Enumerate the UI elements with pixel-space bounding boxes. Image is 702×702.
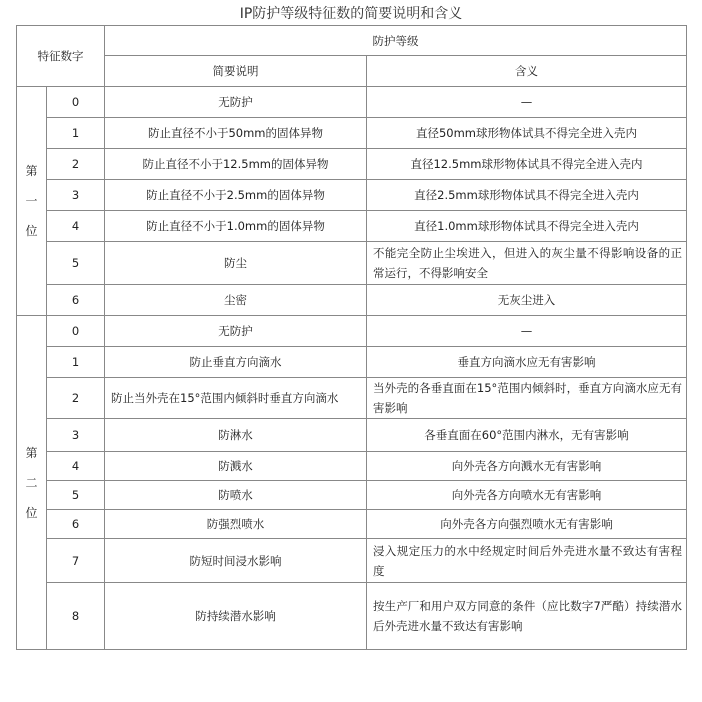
table-row [17, 316, 687, 347]
group-label-char: 第 [25, 164, 38, 178]
desc-cell: 防止直径不小于1.0mm的固体异物 [105, 211, 367, 242]
desc-cell: 防止直径不小于12.5mm的固体异物 [105, 149, 367, 180]
table-row [17, 149, 687, 180]
desc-cell: 尘密 [105, 285, 367, 316]
group-label-char: 位 [25, 505, 38, 520]
digit-cell: 4 [47, 211, 105, 242]
table-row [17, 378, 687, 419]
digit-cell: 3 [47, 419, 105, 452]
digit-cell: 1 [47, 347, 105, 378]
table-row [17, 583, 687, 650]
meaning-cell: 向外壳各方向强烈喷水无有害影响 [367, 510, 687, 539]
table-row [17, 87, 687, 118]
table-row [17, 539, 687, 583]
table-row [17, 118, 687, 149]
table-row [17, 347, 687, 378]
meaning-cell: 浸入规定压力的水中经规定时间后外壳进水量不致达有害程度 [367, 539, 687, 583]
table-row [17, 481, 687, 510]
desc-cell: 防淋水 [105, 419, 367, 452]
table-row [17, 510, 687, 539]
digit-cell: 0 [47, 316, 105, 347]
digit-cell: 2 [47, 149, 105, 180]
desc-cell: 防止直径不小于50mm的固体异物 [105, 118, 367, 149]
meaning-cell: 垂直方向滴水应无有害影响 [367, 347, 687, 378]
desc-cell: 防喷水 [105, 481, 367, 510]
desc-cell: 防强烈喷水 [105, 510, 367, 539]
meaning-cell: 各垂直面在60°范围内淋水，无有害影响 [367, 419, 687, 452]
table-row [17, 180, 687, 211]
group-label-char: 第 [25, 445, 38, 460]
digit-cell: 4 [47, 452, 105, 481]
group-label-char: 二 [25, 475, 38, 490]
table-row [17, 419, 687, 452]
meaning-cell: 直径1.0mm球形物体试具不得完全进入壳内 [367, 211, 687, 242]
digit-cell: 6 [47, 285, 105, 316]
meaning-cell: 不能完全防止尘埃进入，但进入的灰尘量不得影响设备的正常运行，不得影响安全 [367, 242, 687, 285]
header-meaning: 含义 [367, 56, 687, 87]
meaning-cell: 当外壳的各垂直面在15°范围内倾斜时，垂直方向滴水应无有害影响 [367, 378, 687, 419]
table-row [17, 285, 687, 316]
meaning-cell: 直径12.5mm球形物体试具不得完全进入壳内 [367, 149, 687, 180]
desc-cell: 防止当外壳在15°范围内倾斜时垂直方向滴水 [105, 378, 367, 419]
desc-cell: 防止垂直方向滴水 [105, 347, 367, 378]
table-row [17, 242, 687, 285]
desc-cell: 无防护 [105, 316, 367, 347]
meaning-cell: — [367, 316, 687, 347]
meaning-cell: 无灰尘进入 [367, 285, 687, 316]
digit-cell: 5 [47, 481, 105, 510]
meaning-cell: — [367, 87, 687, 118]
digit-cell: 7 [47, 539, 105, 583]
group-label-char: 位 [25, 224, 38, 238]
meaning-cell: 向外壳各方向溅水无有害影响 [367, 452, 687, 481]
digit-cell: 2 [47, 378, 105, 419]
desc-cell: 防持续潜水影响 [105, 583, 367, 650]
group-label [17, 316, 47, 650]
header-level: 防护等级 [105, 26, 687, 56]
desc-cell: 防尘 [105, 242, 367, 285]
header-digit: 特征数字 [17, 26, 105, 87]
group-label-char: 一 [25, 194, 38, 208]
desc-cell: 防短时间浸水影响 [105, 539, 367, 583]
ip-rating-table [16, 25, 687, 650]
digit-cell: 0 [47, 87, 105, 118]
table-row [17, 452, 687, 481]
table-row [17, 211, 687, 242]
header-desc: 简要说明 [105, 56, 367, 87]
meaning-cell: 直径2.5mm球形物体试具不得完全进入壳内 [367, 180, 687, 211]
table-title: IP防护等级特征数的简要说明和含义 [239, 6, 463, 22]
meaning-cell: 向外壳各方向喷水无有害影响 [367, 481, 687, 510]
meaning-cell: 直径50mm球形物体试具不得完全进入壳内 [367, 118, 687, 149]
desc-cell: 防溅水 [105, 452, 367, 481]
desc-cell: 无防护 [105, 87, 367, 118]
meaning-cell: 按生产厂和用户双方同意的条件（应比数字7严酷）持续潜水后外壳进水量不致达有害影响 [367, 583, 687, 650]
digit-cell: 6 [47, 510, 105, 539]
digit-cell: 8 [47, 583, 105, 650]
digit-cell: 5 [47, 242, 105, 285]
group-label [17, 87, 47, 316]
desc-cell: 防止直径不小于2.5mm的固体异物 [105, 180, 367, 211]
digit-cell: 1 [47, 118, 105, 149]
digit-cell: 3 [47, 180, 105, 211]
